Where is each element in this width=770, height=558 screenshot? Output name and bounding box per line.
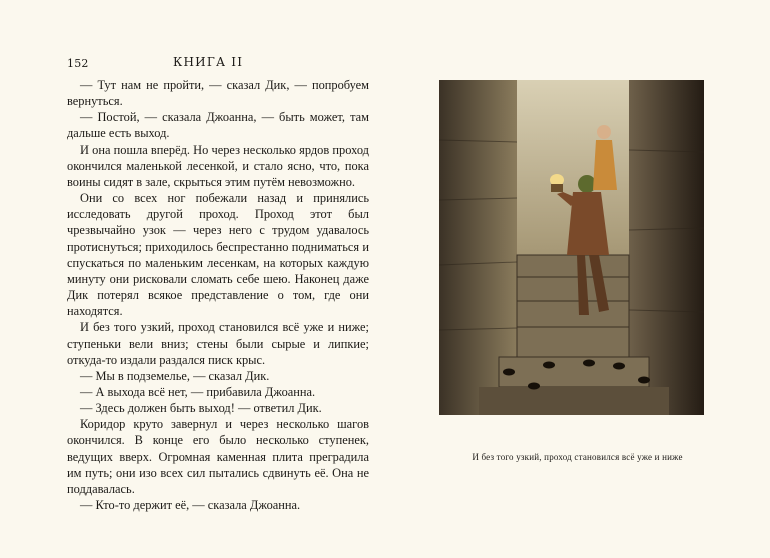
paragraph: — Здесь должен быть выход! — ответил Дик. [80, 401, 322, 416]
running-head: КНИГА II [173, 55, 244, 69]
body-text [67, 77, 369, 513]
paragraph: — Постой, — сказала Джоанна, — быть может, там дальше есть выход. [67, 110, 369, 141]
illustration-caption: И без того узкий, проход становился всё уже и ниже [472, 452, 683, 462]
illustration-stairway-painting [439, 80, 704, 415]
page-number: 152 [67, 57, 89, 70]
paragraph: И без того узкий, проход становился всё уже и ниже; ступеньки вели вниз; стены были сырые и липкие; откуда-то издали раздался писк крыс. [67, 320, 369, 367]
paragraph: — Мы в подземелье, — сказал Дик. [80, 368, 270, 383]
paragraph: Они со всех ног побежали назад и принялись исследовать другой проход. Проход этот был чрезвычайно узок — через него с трудом удавалось протиснуться; приходилось беспрестанно подниматься и спускаться по маленьким лесенкам, на которых каждую минуту они рисковали сломать себе шею. Наконец даже Дик потерял всякое представление о том, где они находятся. [67, 191, 369, 319]
paragraph: — Тут нам не пройти, — сказал Дик, — попробуем вернуться. [67, 78, 369, 109]
right-page [385, 0, 770, 558]
paragraph: Коридор круто завернул и через несколько шагов окончился. В конце его было несколько ступенек, ведущих вверх. Огромная каменная плита преградила им путь; они изо всех сил пытались сдвинуть её. Она не поддавалась. [67, 417, 369, 496]
paragraph: И она пошла вперёд. Но через несколько ярдов проход окончился маленькой лесенкой, и стало ясно, что, пока воины сидят в зале, скрыться этим путём невозможно. [67, 142, 369, 189]
paragraph: — Кто-то держит её, — сказала Джоанна. [80, 498, 301, 513]
paragraph: — А выхода всё нет, — прибавила Джоанна. [80, 384, 316, 399]
